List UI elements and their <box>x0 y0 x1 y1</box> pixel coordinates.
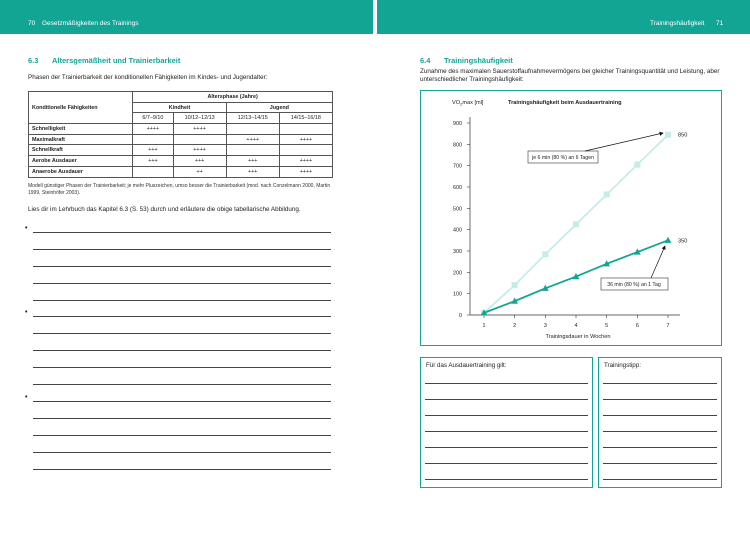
table-corner-header: Konditionelle Fähigkeiten <box>29 92 133 124</box>
answer-line[interactable] <box>425 463 588 464</box>
annotation-label: 36 min (80 %) an 1 Tag <box>607 282 661 288</box>
y-tick-label: 600 <box>453 185 462 191</box>
answer-line[interactable] <box>425 415 588 416</box>
table-cell: +++ <box>133 156 173 167</box>
answer-line[interactable] <box>603 383 717 384</box>
left-task: Lies dir im Lehrbuch das Kapitel 6.3 (S. 53) durch und erläutere die obige tabellarische Abbildung. <box>28 206 301 213</box>
annotation-arrow <box>651 246 665 278</box>
box-ausdauertraining-title: Für das Ausdauertraining gilt: <box>426 362 507 369</box>
box-trainingstipp-title: Trainingstipp: <box>604 362 641 369</box>
x-tick-label: 5 <box>605 323 609 329</box>
answer-line[interactable] <box>603 463 717 464</box>
table-cell: ++++ <box>226 134 279 145</box>
table-column-header: 12/13–14/15 <box>226 113 279 124</box>
right-page-number: 71 <box>716 20 724 27</box>
right-running-title: Trainingshäufigkeit <box>650 20 705 27</box>
table-column-header: 6/7–9/10 <box>133 113 173 124</box>
series-end-label: 850 <box>678 132 688 139</box>
x-tick-label: 6 <box>635 323 639 329</box>
table-subgroup-jugend: Jugend <box>226 102 332 113</box>
left-intro: Phasen der Trainierbarkeit der konditionellen Fähigkeiten im Kindes- und Jugendalter: <box>28 74 268 81</box>
table-cell: +++ <box>133 145 173 156</box>
right-intro-line-1: Zunahme des maximalen Sauerstoffaufnahmevermögens bei gleicher Trainingsquantität und Leistung, aber <box>420 68 720 75</box>
table-cell: +++ <box>173 156 226 167</box>
left-page-number: 70 <box>28 20 36 27</box>
bullet-3: • <box>25 394 28 401</box>
table-group-header: Altersphase (Jahre) <box>133 92 333 103</box>
table-caption: Modell günstiger Phasen der Trainierbarkeit; je mehr Pluszeichen, umso besser die Trainierbarkeit (mod. nach Conzelmann 2000, Martin 1999, Steinhöfer 2003). <box>28 183 331 196</box>
section-title-right: Trainingshäufigkeit <box>444 56 513 65</box>
table-cell: ++++ <box>279 156 332 167</box>
answer-line[interactable] <box>425 431 588 432</box>
table-cell: +++ <box>226 156 279 167</box>
y-tick-label: 500 <box>453 206 462 213</box>
row-label: Schnelligkeit <box>29 124 133 135</box>
x-axis-label: Trainingsdauer in Wochen <box>545 334 611 340</box>
table-cell: ++++ <box>173 145 226 156</box>
y-tick-label: 900 <box>453 121 462 127</box>
row-label: Schnellkraft <box>29 145 133 156</box>
section-number-left: 6.3 <box>28 56 39 65</box>
annotation-arrow <box>585 133 663 151</box>
y-tick-label: 800 <box>453 142 462 149</box>
chart-title: Trainingshäufigkeit beim Ausdauertraining <box>508 100 622 106</box>
y-tick-label: 400 <box>453 227 462 234</box>
y-tick-label: 100 <box>453 291 462 298</box>
answer-line[interactable] <box>603 447 717 448</box>
data-point <box>665 132 671 138</box>
right-intro-line-2: unterschiedlicher Trainingshäufigkeit: <box>420 76 524 83</box>
table-cell: ++++ <box>279 166 332 177</box>
x-tick-label: 7 <box>666 323 670 329</box>
box-ausdauertraining <box>420 357 593 488</box>
table-cell: ++++ <box>173 124 226 135</box>
left-running-title: Gesetzmäßigkeiten des Trainings <box>42 20 139 27</box>
data-point <box>573 221 579 227</box>
y-tick-label: 0 <box>459 313 462 319</box>
table-cell: ++++ <box>279 134 332 145</box>
table-column-header: 14/15–16/18 <box>279 113 332 124</box>
data-point <box>604 191 610 197</box>
row-label: Maximalkraft <box>29 134 133 145</box>
x-tick-label: 2 <box>513 323 517 329</box>
y-tick-label: 700 <box>453 163 462 170</box>
data-point <box>542 251 548 257</box>
data-point <box>512 282 518 288</box>
x-tick-label: 4 <box>574 323 578 329</box>
box-trainingstipp <box>598 357 722 488</box>
answer-line[interactable] <box>603 415 717 416</box>
table-cell: ++ <box>173 166 226 177</box>
y-tick-label: 300 <box>453 249 462 255</box>
answer-line[interactable] <box>603 479 717 480</box>
series-end-label: 350 <box>678 238 688 245</box>
x-tick-label: 1 <box>482 323 486 329</box>
table-subgroup-kindheit: Kindheit <box>133 102 226 113</box>
x-tick-label: 3 <box>543 323 547 329</box>
answer-line[interactable] <box>425 447 588 448</box>
data-point <box>665 237 672 243</box>
row-label: Aerobe Ausdauer <box>29 156 133 167</box>
annotation-label: je 6 min (80 %) an 6 Tagen <box>532 155 594 161</box>
table-cell: ++++ <box>133 124 173 135</box>
answer-line[interactable] <box>603 431 717 432</box>
answer-line[interactable] <box>425 383 588 384</box>
bullet-2: • <box>25 309 28 316</box>
data-point <box>634 162 640 168</box>
table-column-header: 10/12–12/13 <box>173 113 226 124</box>
answer-line[interactable] <box>603 399 717 400</box>
y-tick-label: 200 <box>453 270 462 277</box>
section-title-left: Altersgemäßheit und Trainierbarkeit <box>52 56 181 65</box>
answer-line[interactable] <box>425 479 588 480</box>
table-cell: +++ <box>226 166 279 177</box>
y-axis-label: $VO_2\max$ [ml] <box>452 100 484 107</box>
answer-line[interactable] <box>425 399 588 400</box>
row-label: Anaerobe Ausdauer <box>29 166 133 177</box>
section-number-right: 6.4 <box>420 56 431 65</box>
bullet-1: • <box>25 225 28 232</box>
